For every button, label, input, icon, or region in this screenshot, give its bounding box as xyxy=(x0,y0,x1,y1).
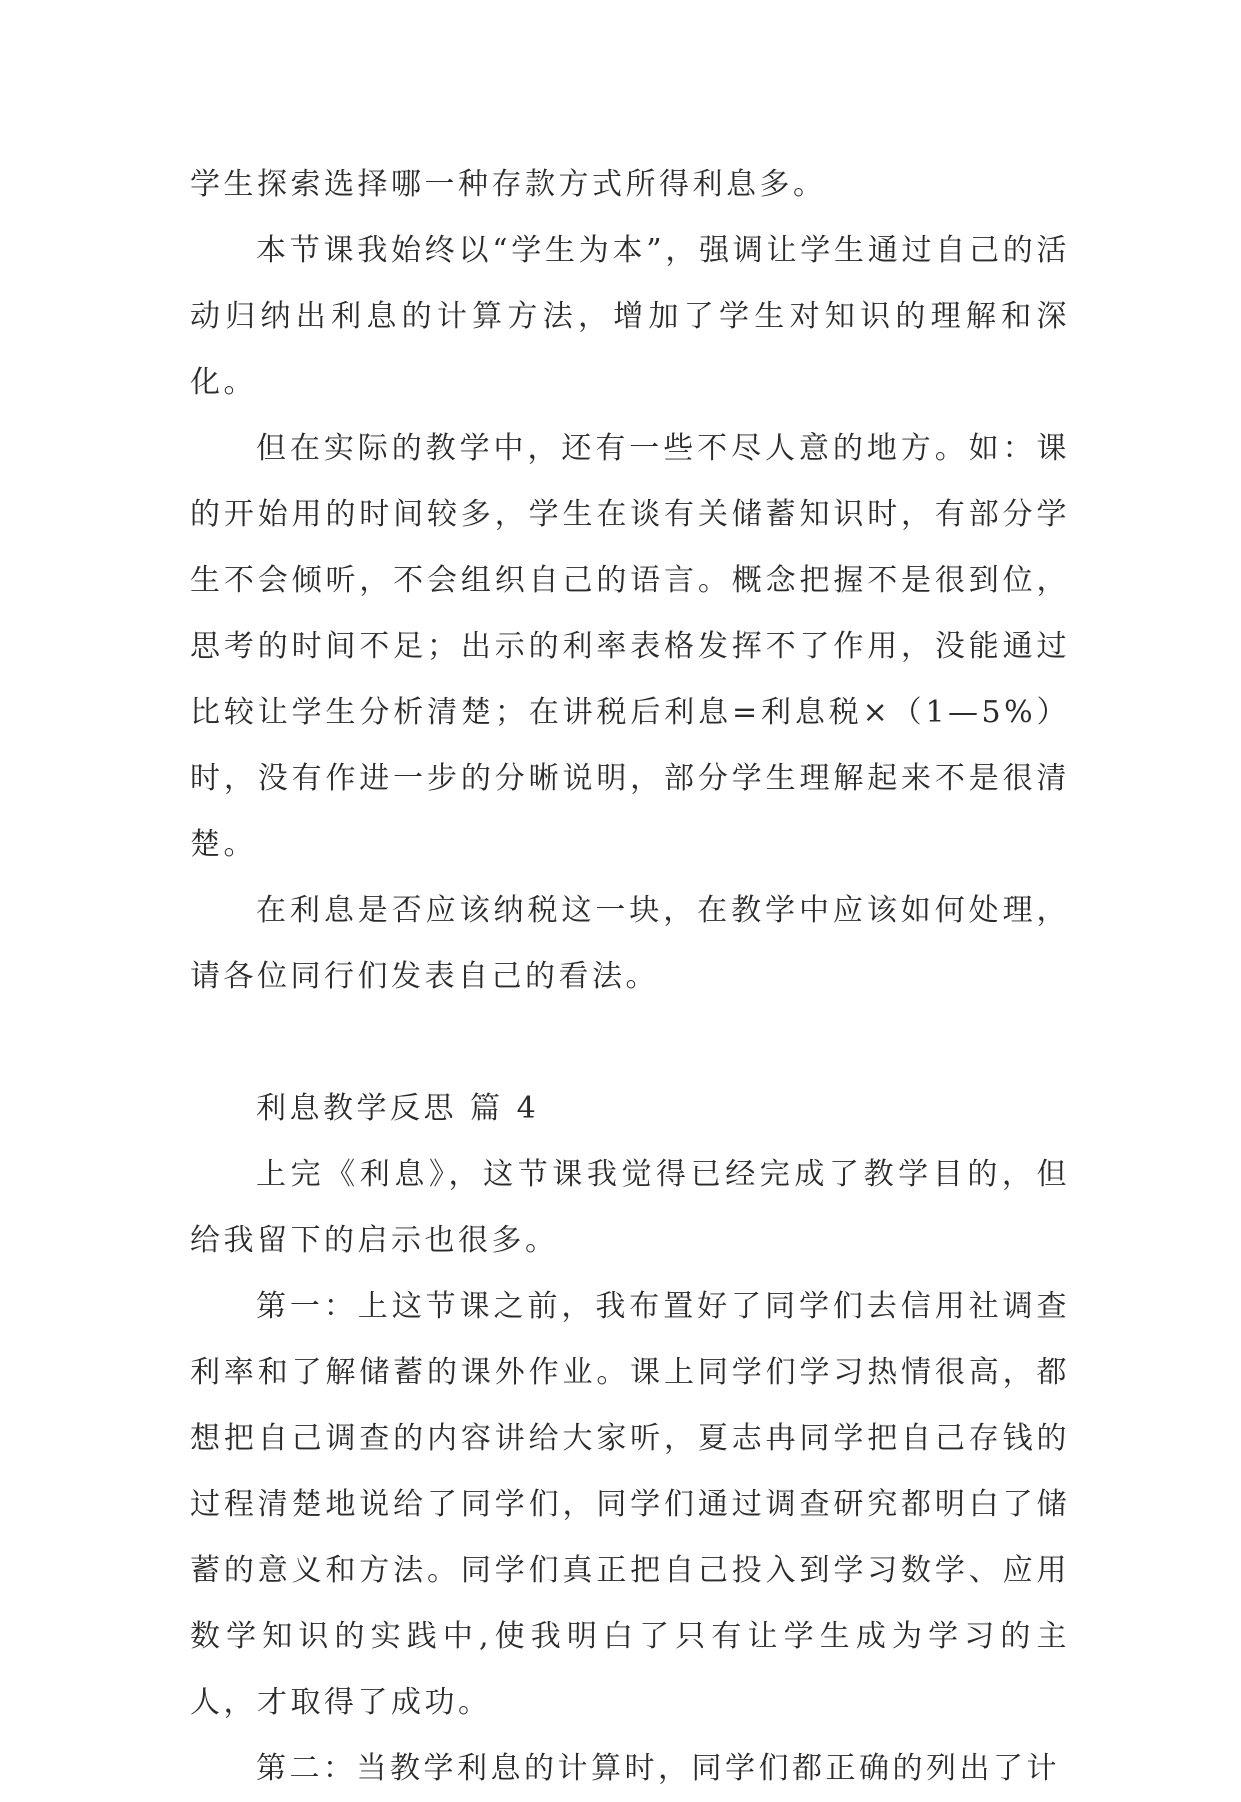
paragraph: 第一：上这节课之前，我布置好了同学们去信用社调查利率和了解储蓄的课外作业。课上同学们学习热情很高，都想把自己调查的内容讲给大家听，夏志冉同学把自己存钱的过程清楚地说给了同学们，同学们通过调查研究都明白了储蓄的意义和方法。同学们真正把自己投入到学习数学、应用数学知识的实践中,使我明白了只有让学生成为学习的主人，才取得了成功。 xyxy=(190,1289,1070,1720)
paragraph: 上完《利息》，这节课我觉得已经完成了教学目的，但给我留下的启示也很多。 xyxy=(190,1157,1070,1258)
section-title: 利息教学反思 篇 4 xyxy=(256,1091,540,1126)
paragraph: 但在实际的教学中，还有一些不尽人意的地方。如：课的开始用的时间较多，学生在谈有关储蓄知识时，有部分学生不会倾听，不会组织自己的语言。概念把握不是很到位，思考的时间不足；出示的利率表格发挥不了作用，没能通过比较让学生分析清楚；在讲税后利息=利息税×（1—5%）时，没有作进一步的分晰说明，部分学生理解起来不是很清楚。 xyxy=(190,431,1070,862)
section-spacer xyxy=(190,1010,1070,1076)
document-body xyxy=(190,152,1070,1802)
paragraph: 学生探索选择哪一种存款方式所得利息多。 xyxy=(190,167,827,202)
paragraph: 本节课我始终以“学生为本”，强调让学生通过自己的活动归纳出利息的计算方法，增加了学生对知识的理解和深化。 xyxy=(190,233,1070,400)
paragraph: 在利息是否应该纳税这一块，在教学中应该如何处理，请各位同行们发表自己的看法。 xyxy=(190,893,1070,994)
paragraph: 第二：当教学利息的计算时，同学们都正确的列出了计 xyxy=(256,1751,1060,1786)
